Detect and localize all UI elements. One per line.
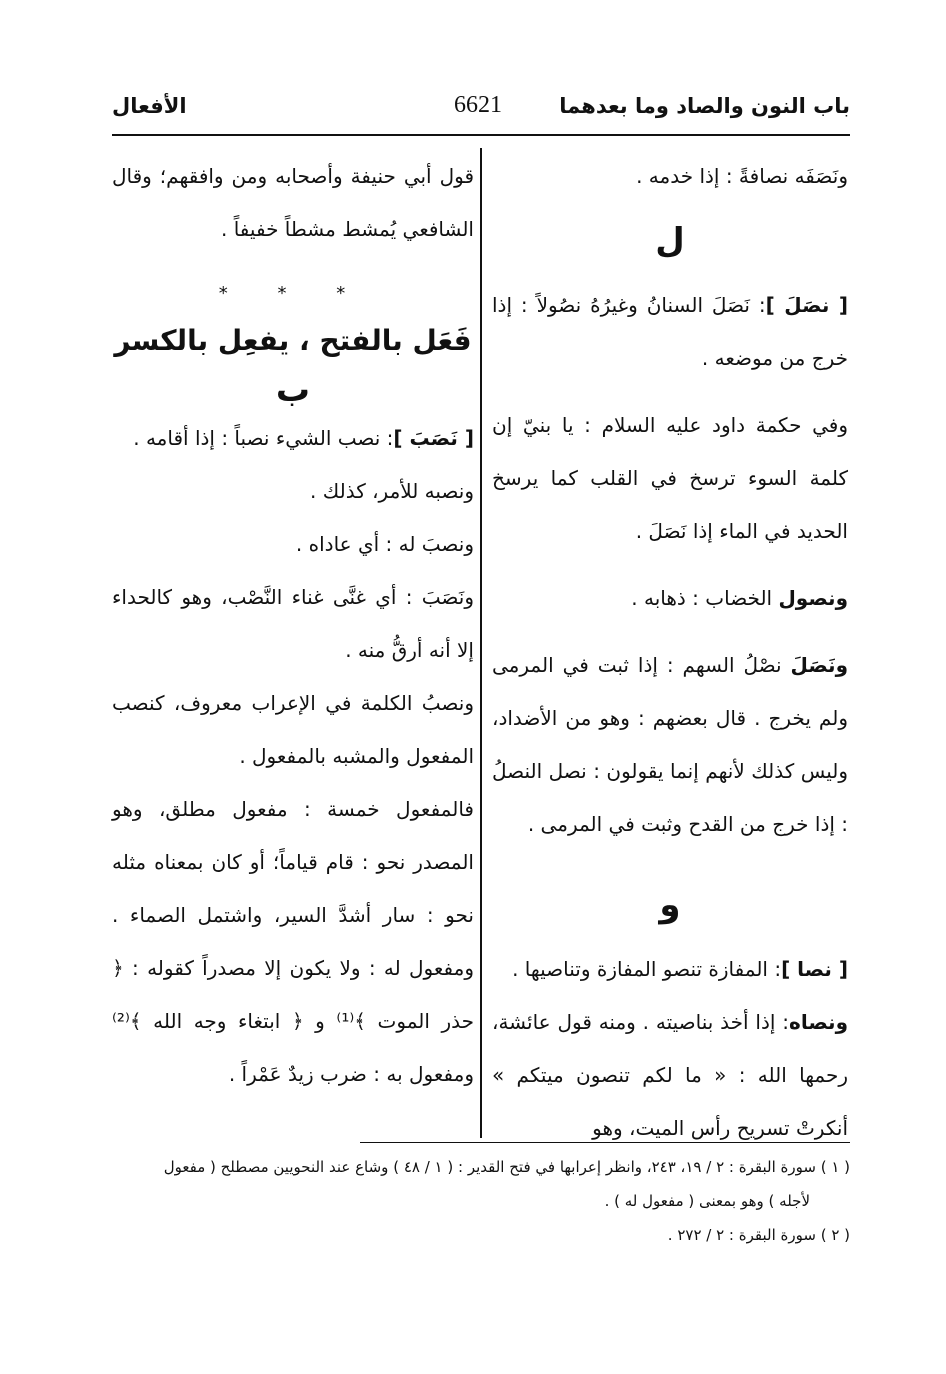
letter-heading-lam: ل <box>655 221 685 261</box>
entry-headword: [ نصا ] <box>781 957 848 981</box>
paragraph-amr: ونصبه للأمر، كذلك . <box>310 479 474 503</box>
letter-heading-ba: ب <box>275 370 311 410</box>
keyword: ونصاه <box>789 1010 848 1034</box>
footnote-rule <box>360 1142 850 1143</box>
left-column <box>112 150 474 1101</box>
paragraph-khidab <box>492 572 848 625</box>
page-header <box>112 90 850 130</box>
keyword: ونصول <box>778 586 848 610</box>
entry-headword: [ نَصَبَ ] <box>393 426 474 450</box>
paragraph-adah: ونصبَ له : أي عاداه . <box>295 532 474 556</box>
column-divider <box>480 148 482 1138</box>
entry-nasa <box>492 943 848 996</box>
letter-heading-waw: و <box>659 885 681 925</box>
header-rule <box>112 134 850 136</box>
page-number: 6621 <box>454 92 502 118</box>
paragraph-sahm <box>492 639 848 851</box>
paragraph-text: الخضاب : ذهابه . <box>631 586 779 610</box>
section-separator-stars: * * * <box>218 283 368 304</box>
footnote-1: ( ١ ) سورة البقرة : ٢ / ١٩، ٢٤٣، وانظر إعرابها في فتح القدير : ( ١ / ٤٨ ) وشاع عند النحويين مصطلح ( مفعول <box>163 1158 850 1176</box>
running-title-right: باب النون والصاد وما بعدهما <box>559 94 850 118</box>
entry-text: : نَصَلَ السنانُ وغيرُهُ نصُولاً : إذا خرج من موضعه . <box>492 293 848 370</box>
entry-nasal <box>492 279 848 385</box>
paragraph-maful: فالمفعول خمسة : مفعول مطلق، وهو المصدر نحو : قام قياماً؛ أو كان بمعناه مثله نحو : سار أشدَّ السير، واشتمل الصماء . ومفعول له : ولا يكون إلا مصدراً كقوله : ﴿ حذر الموت ﴾⁽¹⁾ و ﴿ ابتغاء وجه الله ﴾⁽²⁾ ومفعول به : ضرب زيدٌ عَمْراً . <box>112 797 474 1086</box>
footnote-1-continued: لأجله ) وهو بمعنى ( مفعول له ) . <box>604 1192 810 1210</box>
paragraph-hikma: وفي حكمة داود عليه السلام : يا بنيّ إن كلمة السوء ترسخ في القلب كما يرسخ الحديد في الماء إذا نَصَلَ . <box>492 413 848 543</box>
paragraph-text: : إذا أخذ بناصيته . ومنه قول عائشة، رحمها الله : « ما لكم تنصون ميتكم » أنكرتْ تسريح رأس الميت، وهو <box>492 1010 848 1140</box>
paragraph-ghina: ونَصَبَ : أي غنَّى غناء النَّصْب، وهو كالحداء إلا أنه أرقُّ منه . <box>112 585 474 662</box>
paragraph-text: نصْلُ السهم : إذا ثبت في المرمى ولم يخرج . قال بعضهم : وهو من الأضداد، وليس كذلك لأنهم إنما يقولون : نصل النصلُ : إذا خرج من القدح وثبت في المرمى . <box>492 653 848 836</box>
footnote-2: ( ٢ ) سورة البقرة : ٢ / ٢٧٢ . <box>667 1226 850 1244</box>
paragraph-nasahu <box>492 996 848 1155</box>
entry-text: : المفازة تنصو المفازة وتناصيها . <box>512 957 782 981</box>
entry-text: : نصب الشيء نصباً : إذا أقامه . <box>133 426 394 450</box>
paragraph-iraab: ونصبُ الكلمة في الإعراب معروف، كنصب المفعول والمشبه بالمفعول . <box>112 691 474 768</box>
entry-nasab <box>112 412 474 465</box>
paragraph-qawl: قول أبي حنيفة وأصحابه ومن وافقهم؛ وقال الشافعي يُمشط مشطاً خفيفاً . <box>112 164 474 241</box>
entry-headword: [ نصَلَ ] <box>765 293 848 317</box>
section-title: فَعَل بالفتح ، يفعِل بالكسر <box>114 324 472 357</box>
right-column <box>492 150 848 1155</box>
running-title-left: الأفعال <box>112 94 187 118</box>
text-line: ونَصَفَه نصافةً : إذا خدمه . <box>636 164 848 188</box>
footnotes <box>112 1150 850 1252</box>
keyword: ونَصَلَ <box>790 653 848 677</box>
